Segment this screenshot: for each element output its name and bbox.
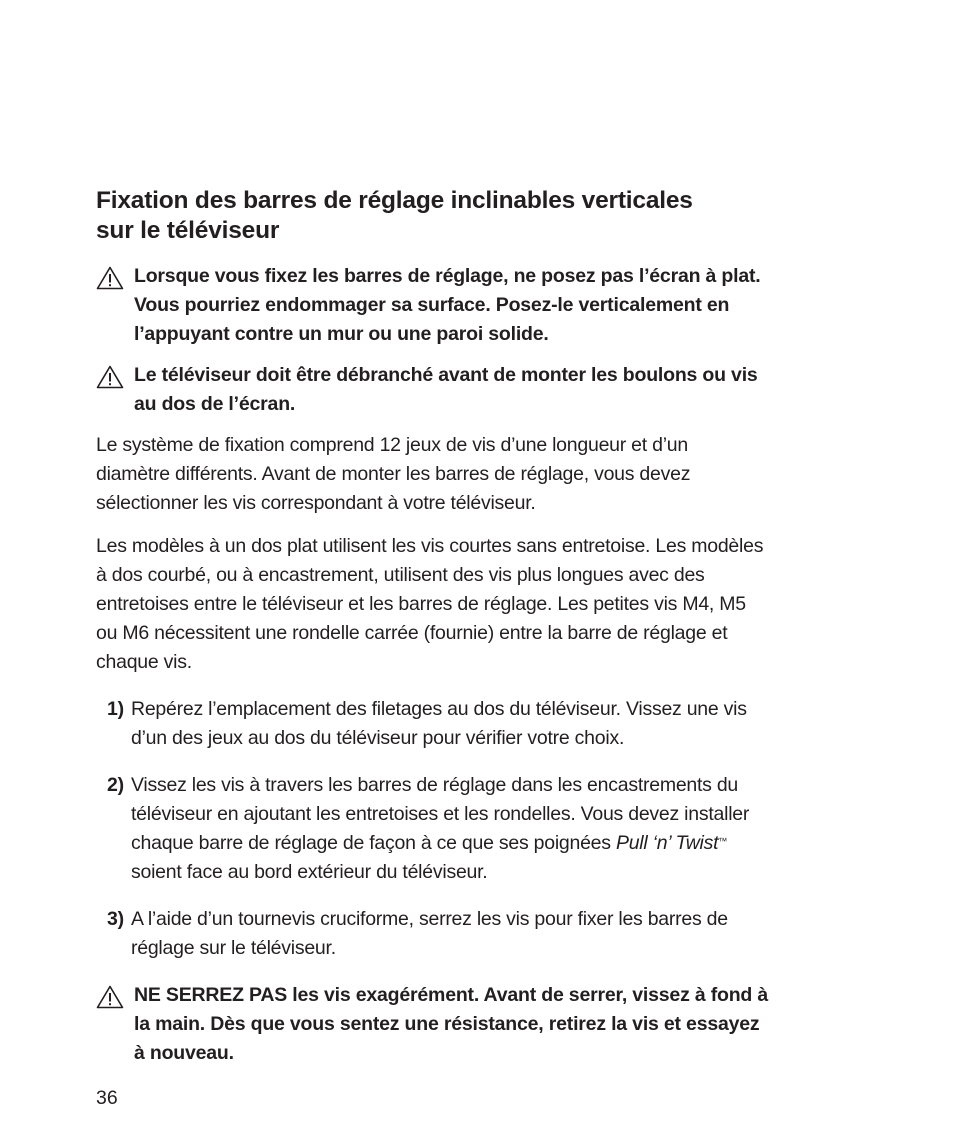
step-2-line-1: Vissez les vis à travers les barres de réglage dans les encastrements du <box>131 774 739 796</box>
paragraph-2-line-5: chaque vis. <box>96 651 192 673</box>
paragraph-2-line-1: Les modèles à un dos plat utilisent les vis courtes sans entretoise. Les modèles <box>96 535 764 557</box>
step-2 <box>96 771 866 887</box>
warning-3-line-2: la main. Dès que vous sentez une résistance, retirez la vis et essayez <box>134 1013 760 1035</box>
step-number: 1) <box>107 698 124 720</box>
paragraph-2-line-4: ou M6 nécessitent une rondelle carrée (fournie) entre la barre de réglage et <box>96 622 728 644</box>
step-2-line-4: soient face au bord extérieur du téléviseur. <box>131 861 488 883</box>
step-3-line-1: A l’aide d’un tournevis cruciforme, serrez les vis pour fixer les barres de <box>131 908 728 930</box>
page-content <box>96 186 866 1080</box>
warning-3-line-1: NE SERREZ PAS les vis exagérément. Avant de serrer, vissez à fond à <box>134 984 768 1006</box>
warning-3-line-3: à nouveau. <box>134 1042 234 1064</box>
step-1-line-2: d’un des jeux au dos du téléviseur pour vérifier votre choix. <box>131 727 625 749</box>
product-name: Pull ‘n’ Twist <box>615 832 719 854</box>
step-3 <box>96 905 866 963</box>
paragraph-1-line-3: sélectionner les vis correspondant à votre téléviseur. <box>96 492 536 514</box>
warning-triangle-icon <box>96 266 124 290</box>
trademark-symbol: ™ <box>718 836 728 846</box>
step-1 <box>96 695 866 753</box>
warning-1-line-3: l’appuyant contre un mur ou une paroi solide. <box>134 323 549 345</box>
warning-2-line-2: au dos de l’écran. <box>134 393 296 415</box>
warning-triangle-icon <box>96 365 124 389</box>
body-paragraph-1 <box>96 431 866 518</box>
paragraph-2-line-2: à dos courbé, ou à encastrement, utilisent des vis plus longues avec des <box>96 564 705 586</box>
step-number: 3) <box>107 908 124 930</box>
paragraph-1-line-1: Le système de fixation comprend 12 jeux de vis d’une longueur et d’un <box>96 434 688 456</box>
section-title <box>96 186 866 246</box>
warning-1-line-2: Vous pourriez endommager sa surface. Posez-le verticalement en <box>134 294 730 316</box>
step-number: 2) <box>107 774 124 796</box>
warning-1-line-1: Lorsque vous fixez les barres de réglage, ne posez pas l’écran à plat. <box>134 265 761 287</box>
section-title-line-1: Fixation des barres de réglage inclinables verticales <box>96 187 693 214</box>
body-paragraph-2 <box>96 532 866 677</box>
step-2-line-3 <box>131 829 866 858</box>
section-title-line-2: sur le téléviseur <box>96 217 280 244</box>
warning-2-line-1: Le téléviseur doit être débranché avant de monter les boulons ou vis <box>134 364 758 386</box>
paragraph-2-line-3: entretoises entre le téléviseur et les barres de réglage. Les petites vis M4, M5 <box>96 593 746 615</box>
step-2-line-3-text: chaque barre de réglage de façon à ce que ses poignées <box>131 832 616 854</box>
warning-triangle-icon <box>96 985 124 1009</box>
warning-note-1 <box>96 262 866 349</box>
paragraph-1-line-2: diamètre différents. Avant de monter les barres de réglage, vous devez <box>96 463 691 485</box>
warning-note-3 <box>96 981 866 1068</box>
step-3-line-2: réglage sur le téléviseur. <box>131 937 336 959</box>
warning-note-2 <box>96 361 866 419</box>
step-2-line-2: téléviseur en ajoutant les entretoises et les rondelles. Vous devez installer <box>131 803 750 825</box>
step-1-line-1: Repérez l’emplacement des filetages au dos du téléviseur. Vissez une vis <box>131 698 747 720</box>
page-number: 36 <box>96 1087 118 1109</box>
